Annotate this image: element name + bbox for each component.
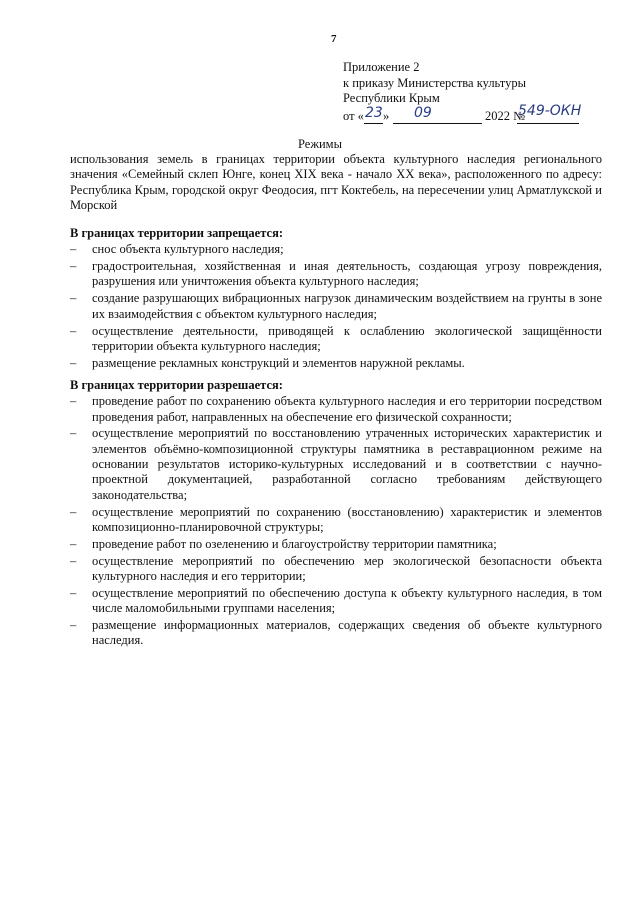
list-item-text: размещение рекламных конструкций и элементов наружной рекламы. xyxy=(92,355,465,370)
list-item-text: осуществление деятельности, приводящей к ослаблению экологической защищённости территории объекта культурного наследия; xyxy=(92,323,602,353)
list-item xyxy=(70,505,602,536)
list-item xyxy=(70,324,602,355)
order-day-underline xyxy=(364,122,383,124)
order-from-prefix: от « xyxy=(343,108,364,123)
order-close-quote: » xyxy=(383,108,390,123)
dash-marker: – xyxy=(70,504,77,519)
list-item-text: осуществление мероприятий по обеспечению мер экологической безопасности объекта культурного наследия и его территории; xyxy=(92,553,602,583)
appendix-ministry: Республики Крым xyxy=(343,91,440,105)
prohibited-list xyxy=(70,242,602,371)
list-item xyxy=(70,426,602,502)
list-item-text: создание разрушающих вибрационных нагрузок динамическим воздействием на грунты в зоне их взаимодействия с объектом культурного наследия; xyxy=(92,291,602,321)
prohibited-section xyxy=(70,226,602,373)
dash-marker: – xyxy=(70,291,77,306)
list-item-text: осуществление мероприятий по обеспечению доступа к объекту культурного наследия, в том числе маломобильными группами населения; xyxy=(92,585,602,616)
list-item xyxy=(70,259,602,290)
dash-marker: – xyxy=(70,355,77,370)
order-month-underline xyxy=(393,122,482,124)
order-number-underline xyxy=(517,122,579,124)
list-item-text: проведение работ по озеленению и благоустройству территории памятника; xyxy=(92,536,497,551)
appendix-order-ref: к приказу Министерства культуры xyxy=(343,75,526,90)
list-item-text: градостроительная, хозяйственная и иная деятельность, создающая угрозу повреждения, разрушения или уничтожения объекта культурного наследия; xyxy=(92,259,602,289)
permitted-heading: В границах территории разрешается: xyxy=(70,378,283,392)
dash-marker: – xyxy=(70,323,77,338)
order-day-handwritten: 23 xyxy=(365,104,383,121)
dash-marker: – xyxy=(70,585,77,600)
list-item xyxy=(70,618,602,649)
dash-marker: – xyxy=(70,536,77,551)
list-item-text: осуществление мероприятий по восстановлению утраченных исторических характеристик и элементов объёмно-композиционной структуры памятника в реставрационном режиме на основании результатов историко-культурных исследований и в соответствии с научно-проектной документацией, разработанной согласно требованиям действующего законодательства; xyxy=(92,426,602,502)
dash-marker: – xyxy=(70,242,77,257)
appendix-header xyxy=(343,60,582,127)
list-item-text: снос объекта культурного наследия; xyxy=(92,242,284,257)
list-item xyxy=(70,356,602,371)
dash-marker: – xyxy=(70,426,77,441)
appendix-title: Приложение 2 xyxy=(343,60,420,74)
dash-marker: – xyxy=(70,618,77,633)
document-title: Режимы xyxy=(298,137,342,151)
list-item xyxy=(70,291,602,322)
document-intro: использования земель в границах территории объекта культурного наследия регионального значения «Семейный склеп Юнге, конец XIX века - начало XX века», расположенного по адресу: Республика Крым, городской округ Феодосия, пгт Коктебель, на пересечении улиц Арматлукской и Морской xyxy=(70,152,602,212)
list-item xyxy=(70,394,602,425)
list-item-text: осуществление мероприятий по сохранению (восстановлению) характеристик и элементов композиционно-планировочной структуры; xyxy=(92,504,602,534)
prohibited-heading: В границах территории запрещается: xyxy=(70,226,284,240)
list-item xyxy=(70,242,602,257)
list-item-text: размещение информационных материалов, содержащих сведения об объекте культурного наследия. xyxy=(92,618,602,648)
order-date-line xyxy=(343,102,582,127)
list-item xyxy=(70,586,602,617)
dash-marker: – xyxy=(70,394,77,409)
permitted-list xyxy=(70,394,602,648)
order-number-handwritten: 549-ОКН xyxy=(518,102,582,119)
order-month-handwritten: 09 xyxy=(414,104,432,121)
dash-marker: – xyxy=(70,259,77,274)
order-year-number-label: 2022 № xyxy=(485,108,526,123)
list-item xyxy=(70,537,602,552)
list-item xyxy=(70,554,602,585)
page-number: 7 xyxy=(331,33,337,45)
permitted-section xyxy=(70,378,602,650)
list-item-text: проведение работ по сохранению объекта культурного наследия и его территории посредством проведения работ, направленных на обеспечение его физической сохранности; xyxy=(92,394,602,424)
dash-marker: – xyxy=(70,553,77,568)
